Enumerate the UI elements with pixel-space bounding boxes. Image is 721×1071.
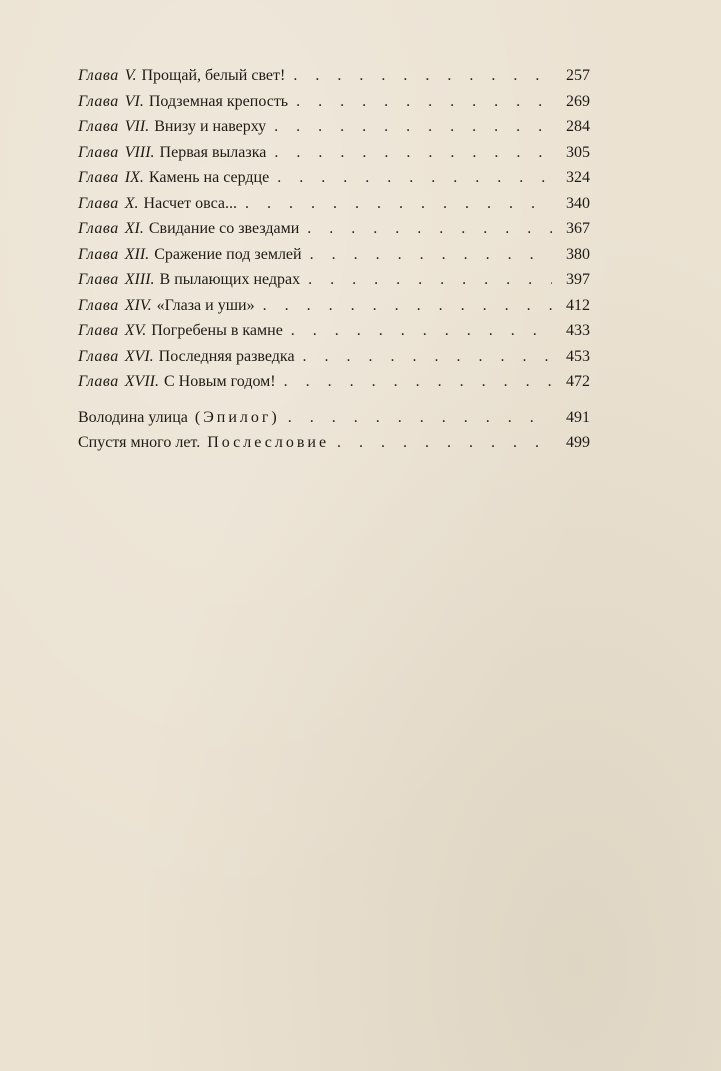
chapter-number: XIV. [124, 296, 152, 314]
chapter-number: XV. [124, 322, 147, 339]
chapter-number: XVI. [124, 347, 154, 365]
dot-leader [277, 165, 552, 191]
chapter-title: Подземная крепость [148, 92, 289, 110]
section-gap [78, 395, 590, 405]
page-number: 499 [566, 434, 590, 451]
toc-entry-epilogue [78, 405, 590, 431]
page-number: 412 [566, 296, 590, 314]
page-number: 269 [566, 92, 590, 110]
dot-leader [263, 293, 552, 319]
chapter-title: Насчет овса... [143, 194, 237, 212]
dot-leader [245, 191, 552, 217]
chapter-number: XI. [124, 220, 144, 237]
chapter-number: X. [124, 194, 139, 212]
page-number: 257 [566, 67, 590, 84]
chapter-label: Глава [78, 322, 119, 339]
dot-leader [284, 369, 552, 395]
toc-entry-chapter-8 [78, 140, 590, 166]
chapter-title: Камень на сердце [148, 169, 270, 186]
page-number: 340 [566, 194, 590, 212]
chapter-title: Первая вылазка [159, 143, 267, 161]
dot-leader [288, 405, 552, 431]
chapter-number: XII. [124, 245, 150, 263]
page-number: 284 [566, 118, 590, 135]
chapter-label: Глава [78, 92, 119, 110]
dot-leader [310, 242, 552, 268]
chapter-label: Глава [78, 373, 119, 390]
chapter-label: Глава [78, 296, 119, 314]
chapter-title: Внизу и наверху [154, 118, 267, 135]
dot-leader [307, 216, 552, 242]
dot-leader [296, 89, 552, 115]
chapter-label: Глава [78, 271, 119, 288]
table-of-contents [78, 63, 590, 456]
chapter-title: С Новым годом! [163, 373, 276, 390]
chapter-label: Глава [78, 118, 119, 135]
chapter-label: Глава [78, 169, 119, 186]
chapter-title: «Глаза и уши» [156, 296, 255, 314]
chapter-label: Глава [78, 194, 119, 212]
dot-leader [274, 114, 552, 140]
chapter-title: В пылающих недрах [159, 271, 301, 288]
appendix-title: Володина улица [78, 408, 188, 426]
chapter-label: Глава [78, 220, 119, 237]
appendix-subtitle: (Эпилог) [194, 408, 280, 426]
chapter-number: V. [124, 67, 137, 84]
chapter-title: Погребены в камне [151, 322, 283, 339]
dot-leader [293, 63, 552, 89]
page-number: 324 [566, 169, 590, 186]
page-number: 380 [566, 245, 590, 263]
toc-entry-chapter-15 [78, 318, 590, 344]
chapter-number: VI. [124, 92, 144, 110]
page-number: 305 [566, 143, 590, 161]
page-number: 367 [566, 220, 590, 237]
toc-entry-chapter-10 [78, 191, 590, 217]
toc-entry-chapter-6 [78, 89, 590, 115]
chapter-number: IX. [124, 169, 144, 186]
chapter-label: Глава [78, 245, 119, 263]
chapter-title: Свидание со звездами [148, 220, 300, 237]
chapter-label: Глава [78, 143, 119, 161]
appendix-title: Спустя много лет. [78, 434, 201, 451]
toc-entry-afterword [78, 430, 590, 456]
page-number: 453 [566, 347, 590, 365]
toc-entry-chapter-12 [78, 242, 590, 268]
chapter-number: VIII. [124, 143, 155, 161]
appendix-subtitle: Послесловие [207, 434, 330, 451]
toc-entry-chapter-13 [78, 267, 590, 293]
page-number: 397 [566, 271, 590, 288]
chapter-label: Глава [78, 347, 119, 365]
chapter-number: XVII. [124, 373, 159, 390]
chapter-number: XIII. [124, 271, 155, 288]
chapter-number: VII. [124, 118, 150, 135]
dot-leader [337, 430, 552, 456]
toc-entry-chapter-14 [78, 293, 590, 319]
dot-leader [274, 140, 552, 166]
page-number: 472 [566, 373, 590, 390]
toc-entry-chapter-17 [78, 369, 590, 395]
dot-leader [303, 344, 552, 370]
toc-entry-chapter-9 [78, 165, 590, 191]
dot-leader [308, 267, 552, 293]
toc-entry-chapter-5 [78, 63, 590, 89]
dot-leader [291, 318, 552, 344]
page-number: 491 [566, 408, 590, 426]
chapter-title: Последняя разведка [158, 347, 295, 365]
chapter-label: Глава [78, 67, 119, 84]
page-number: 433 [566, 322, 590, 339]
toc-entry-chapter-7 [78, 114, 590, 140]
toc-entry-chapter-11 [78, 216, 590, 242]
toc-entry-chapter-16 [78, 344, 590, 370]
chapter-title: Сражение под землей [154, 245, 302, 263]
chapter-title: Прощай, белый свет! [141, 67, 286, 84]
